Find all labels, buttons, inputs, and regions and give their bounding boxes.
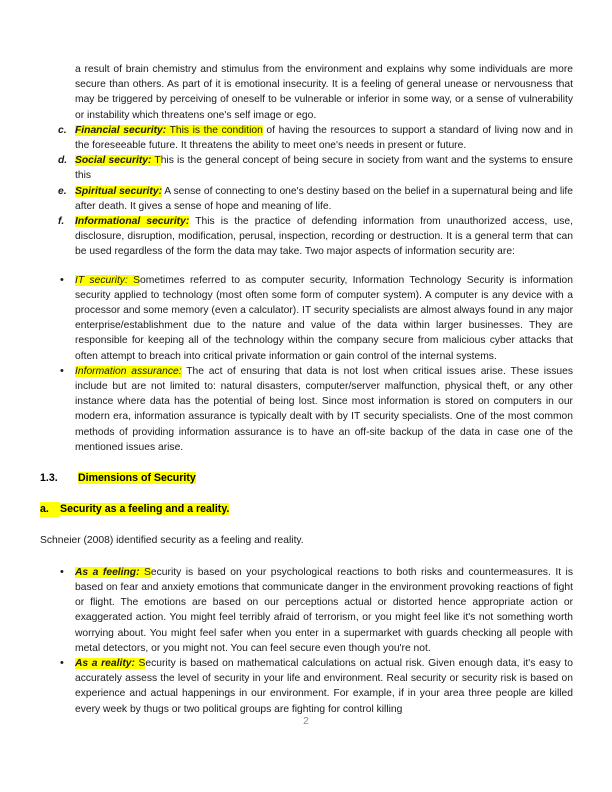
lettered-item-c-body: of having the resources to support a standard of living now and in the foreseeable future. It threatens the ability to meet one's needs in present or future.: [75, 124, 573, 152]
bullet-item-as-a-reality-body: ecurity is based on mathematical calculations on actual risk. Given enough data, it's easy to accurately assess the level of security in your life and environment. Real security or security risk is based on experience and actual happenings in our environment. For example, if in your area three people are killed every week by thugs or two political groups are fighting for control killing: [75, 657, 573, 715]
subsection-heading-marker: a.: [40, 502, 60, 517]
bullet-marker-icon: •: [60, 565, 64, 578]
lettered-item-e-body: A sense of connecting to one's destiny based on the belief in a supernatural being and life after death. It gives a sense of hope and meaning of life.: [75, 185, 573, 212]
bullet-item-as-a-reality-highlight-tail: S: [134, 657, 146, 669]
lettered-item-d-body: his is the general concept of being secure in society from want and the systems to ensure this: [75, 155, 573, 182]
lettered-item-e-marker: e.: [58, 185, 67, 197]
lettered-item-d-marker: d.: [58, 155, 68, 167]
subsection-heading: [40, 502, 573, 517]
lettered-item-c-marker: c.: [58, 124, 67, 136]
lettered-item-c: [58, 123, 573, 153]
lettered-item-c-highlight-tail: This is the condition: [166, 124, 263, 136]
page-content: [40, 62, 573, 717]
bullet-marker-icon: •: [60, 273, 64, 286]
section-heading: [40, 471, 573, 486]
lettered-item-d: [58, 153, 573, 183]
bullet-item-as-a-feeling-body: ecurity is based on your psychological reactions to both risks and countermeasures. It is based on fear and anxiety emotions that communicate danger in the environment provoking reactions of fight or flight. The emotions are based on our perceptions actual or distorted hence appropriate action or exaggerated action. You might feel terribly afraid of terrorism, or you might feel like it's not something worth worrying about. You might feel safer when you enter in a supermarket with guards checking all people with metal detectors, or you might not. You can feel secure even though you're not.: [75, 566, 573, 654]
bullet-item-it-security: [60, 273, 573, 364]
citation-paragraph-text: Schneier (2008) identified security as a feeling and reality.: [40, 535, 304, 547]
lettered-item-d-term: Social security:: [75, 155, 152, 167]
lettered-item-f-body: This is the practice of defending information from unauthorized access, use, disclosure, disruption, modification, perusal, inspection, recording or destruction. It is a general term that can be used regardless of the form the data may take. Two major aspects of information security are:: [75, 216, 573, 258]
bullet-item-it-security-term: IT security:: [75, 274, 128, 286]
bullet-item-information-assurance-body: The act of ensuring that data is not lost when critical issues arise. These issues include but are not limited to: natural disasters, computer/server malfunction, physical theft, or any other instance where data has the potential of being lost. Since most information is stored on computers in our modern era, information assurance is typically dealt with by IT security specialists. One of the most common methods of providing information assurance is to have an off-site backup of the data in case one of the mentioned issues arise.: [75, 365, 573, 453]
section-heading-number: 1.3.: [40, 472, 58, 485]
intro-paragraph-text: a result of brain chemistry and stimulus from the environment and explains why some individuals are more secure than others. As part of it is emotional insecurity. It is a feeling of general unease or nervousness that may be triggered by perceiving of oneself to be vulnerable or inferior in some way, or a sense of vulnerability or instability which threatens one's self image or ego.: [75, 64, 573, 121]
bullet-item-as-a-feeling-term: As a feeling:: [75, 566, 140, 578]
bullet-marker-icon: •: [60, 364, 64, 377]
lettered-item-f-marker: f.: [58, 216, 65, 228]
bullet-item-as-a-feeling: [60, 565, 573, 656]
bullet-item-information-assurance: [60, 364, 573, 455]
bullet-item-as-a-reality: [60, 656, 573, 717]
lettered-item-c-term: Financial security:: [75, 124, 167, 136]
subsection-heading-title: Security as a feeling and a reality.: [60, 503, 230, 516]
bullet-item-it-security-body: ometimes referred to as computer security, Information Technology Security is information security applied to technology (most often some form of computer system). A computer is any device with a processor and some memory (even a calculator). IT security specialists are almost always found in any major enterprise/establishment due to the nature and value of the data within larger businesses. They are responsible for keeping all of the technology within the company secure from malicious cyber attacks that often attempt to breach into critical private information or gain control of the internal systems.: [75, 274, 573, 362]
bullet-marker-icon: •: [60, 656, 64, 669]
lettered-item-e-term: Spiritual security:: [75, 185, 162, 197]
bullet-item-it-security-highlight-tail: S: [127, 274, 141, 286]
lettered-item-d-highlight-tail: T: [151, 155, 161, 167]
lettered-item-e: [58, 184, 573, 214]
bullet-item-as-a-reality-term: As a reality:: [75, 657, 135, 669]
bullet-item-as-a-feeling-highlight-tail: S: [139, 566, 151, 578]
citation-paragraph: [40, 533, 573, 548]
section-heading-title: Dimensions of Security: [78, 472, 196, 485]
intro-paragraph: [75, 62, 573, 123]
page-number: 2: [303, 716, 309, 727]
bullet-item-information-assurance-term: Information assurance:: [75, 365, 182, 377]
lettered-item-f: [58, 214, 573, 260]
lettered-item-f-term: Informational security:: [75, 216, 190, 228]
